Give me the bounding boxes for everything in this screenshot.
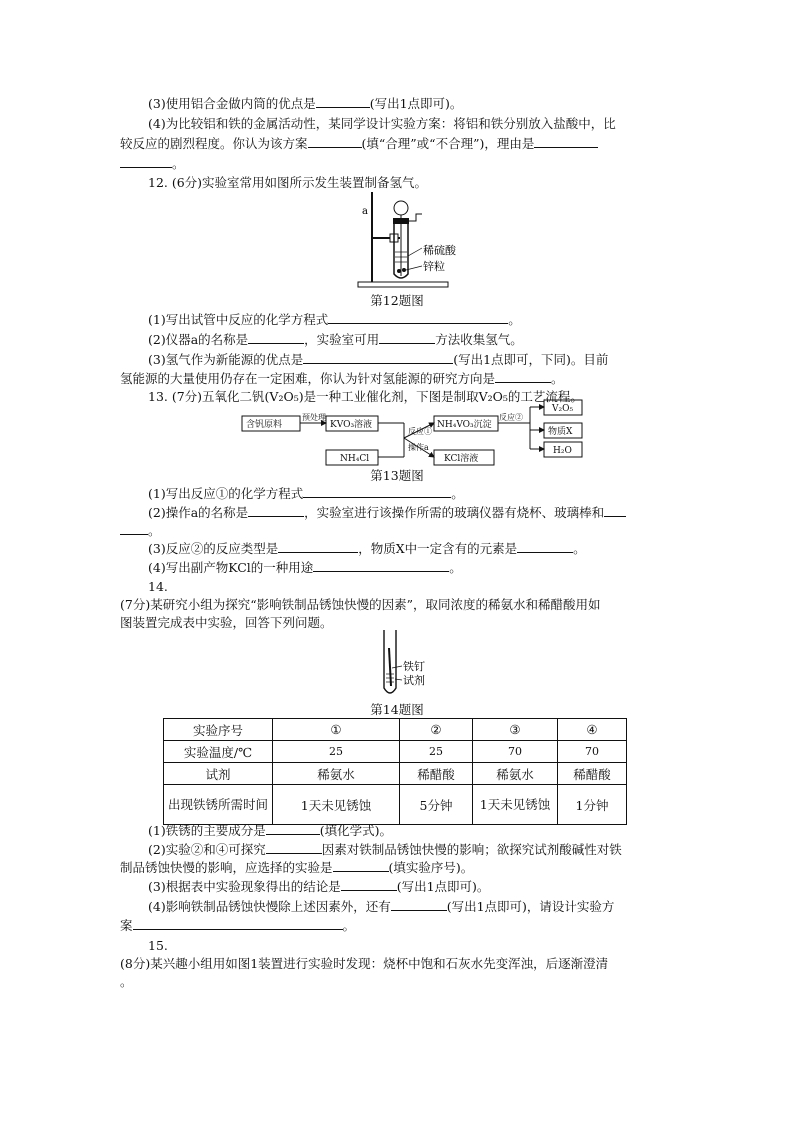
header-cell: ① bbox=[273, 719, 400, 741]
label-reagent: 试剂 bbox=[403, 674, 425, 687]
answer-blank[interactable] bbox=[303, 485, 451, 498]
q11-part4-line2: 较反应的剧烈程度。你认为该方案 (填“合理”或“不合理”)，理由是 bbox=[120, 135, 598, 153]
box-v2o5: V₂O₅ bbox=[552, 404, 574, 414]
table-cell: 70 bbox=[558, 741, 627, 763]
arrow-operation-a: 操作a bbox=[408, 443, 429, 452]
table-cell: 出现铁锈所需时间 bbox=[164, 785, 273, 825]
table-row bbox=[164, 785, 627, 825]
q14-part4: (4)影响铁制品锈蚀快慢除上述因素外，还有 (写出1点即可)，请设计实验方 bbox=[148, 899, 615, 914]
q14-part1: (1)铁锈的主要成分是 (填化学式)。 bbox=[148, 823, 392, 838]
table-cell: 试剂 bbox=[164, 763, 273, 785]
box-vanadium-raw: 含钒原料 bbox=[246, 420, 283, 430]
table-header-row bbox=[164, 719, 627, 741]
answer-blank[interactable] bbox=[391, 898, 447, 911]
box-nh4cl: NH₄Cl bbox=[340, 454, 370, 464]
q15-number: 15. bbox=[148, 938, 168, 953]
answer-blank[interactable] bbox=[120, 155, 172, 168]
header-cell: ② bbox=[400, 719, 473, 741]
q13-part4: (4)写出副产物KCl的一种用途 。 bbox=[148, 560, 462, 575]
box-substance-x: 物质X bbox=[548, 427, 573, 437]
answer-blank[interactable] bbox=[303, 351, 453, 364]
label-dilute-sulfuric-acid: 稀硫酸 bbox=[423, 244, 456, 257]
q11-part3: (3)使用铝合金做内筒的优点是 (写出1点即可)。 bbox=[148, 96, 463, 111]
q15-heading-tail: 。 bbox=[120, 974, 133, 989]
arrow-pretreatment: 预处理 bbox=[302, 413, 326, 422]
answer-blank[interactable] bbox=[313, 559, 449, 572]
q12-heading: 12. (6分)实验室常用如图所示发生装置制备氢气。 bbox=[148, 175, 428, 190]
answer-blank[interactable] bbox=[328, 311, 508, 324]
answer-blank[interactable] bbox=[120, 522, 148, 535]
table-row bbox=[164, 741, 627, 763]
hydrogen-generator-figure bbox=[350, 188, 470, 293]
answer-blank[interactable] bbox=[308, 135, 362, 148]
q13-heading: 13. (7分)五氧化二钒(V₂O₅)是一种工业催化剂，下图是制取V₂O₅的工艺流程。 bbox=[148, 389, 583, 404]
header-cell: ④ bbox=[558, 719, 627, 741]
box-h2o: H₂O bbox=[553, 446, 572, 456]
answer-blank[interactable] bbox=[133, 917, 343, 930]
label-a: a bbox=[362, 206, 368, 217]
q11-part4-line1: (4)为比较铝和铁的金属活动性，某同学设计实验方案：将铝和铁分别放入盐酸中，比 bbox=[148, 116, 616, 131]
q13-part2-line2: 。 bbox=[120, 522, 161, 540]
table-cell: 稀醋酸 bbox=[400, 763, 473, 785]
q12-part2: (2)仪器a的名称是 ，实验室可用 方法收集氢气。 bbox=[148, 332, 523, 347]
table-cell: 1天未见锈蚀 bbox=[273, 785, 400, 825]
label-zinc-granules: 锌粒 bbox=[423, 260, 445, 273]
arrow-reaction-2: 反应② bbox=[499, 413, 523, 422]
answer-blank[interactable] bbox=[333, 859, 389, 872]
q12-part3: (3)氢气作为新能源的优点是 (写出1点即可，下同)。目前 bbox=[148, 352, 609, 367]
q12-part1: (1)写出试管中反应的化学方程式 。 bbox=[148, 312, 521, 327]
box-nh4vo3: NH₄VO₃沉淀 bbox=[437, 420, 492, 430]
table-cell: 25 bbox=[273, 741, 400, 763]
answer-blank[interactable] bbox=[278, 540, 358, 553]
q14-part4-line2: 案 。 bbox=[120, 918, 356, 933]
answer-blank[interactable] bbox=[495, 370, 551, 383]
box-kvo3: KVO₃溶液 bbox=[330, 420, 373, 430]
q11-part4-line3: 。 bbox=[120, 155, 185, 173]
q15-heading: (8分)某兴趣小组用如图1装置进行实验时发现：烧杯中饱和石灰水先变浑浊，后逐渐澄清 bbox=[120, 956, 609, 971]
table-row bbox=[164, 763, 627, 785]
answer-blank[interactable] bbox=[248, 504, 304, 517]
figure12-caption: 第12题图 bbox=[370, 293, 424, 308]
q14-heading-line1: (7分)某研究小组为探究“影响铁制品锈蚀快慢的因素”，取同浓度的稀氨水和稀醋酸用如 bbox=[120, 597, 601, 612]
table-cell: 5分钟 bbox=[400, 785, 473, 825]
vanadium-process-flowchart bbox=[240, 398, 600, 466]
q14-number: 14. bbox=[148, 579, 168, 594]
arrow-reaction-1: 反应① bbox=[408, 427, 432, 436]
answer-blank[interactable] bbox=[517, 540, 573, 553]
table-cell: 稀醋酸 bbox=[558, 763, 627, 785]
q13-part3: (3)反应②的反应类型是 ，物质X中一定含有的元素是 。 bbox=[148, 541, 586, 556]
q12-part3-line2: 氢能源的大量使用仍存在一定困难，你认为针对氢能源的研究方向是 。 bbox=[120, 371, 564, 386]
figure14-caption: 第14题图 bbox=[370, 702, 424, 717]
answer-blank[interactable] bbox=[266, 841, 322, 854]
q14-part2: (2)实验②和④可探究 因素对铁制品锈蚀快慢的影响；欲探究试剂酸碱性对铁 bbox=[148, 842, 622, 857]
answer-blank[interactable] bbox=[341, 878, 397, 891]
box-kcl-solution: KCl溶液 bbox=[444, 454, 479, 464]
answer-blank[interactable] bbox=[604, 504, 626, 517]
experiment-table bbox=[163, 718, 627, 825]
q14-part2-line2: 制品锈蚀快慢的影响，应选择的实验是 (填实验序号)。 bbox=[120, 860, 474, 875]
test-tube-nail-figure bbox=[372, 628, 442, 700]
table-cell: 25 bbox=[400, 741, 473, 763]
header-cell: ③ bbox=[473, 719, 558, 741]
answer-blank[interactable] bbox=[316, 95, 370, 108]
answer-blank[interactable] bbox=[266, 822, 320, 835]
label-iron-nail: 铁钉 bbox=[403, 660, 425, 673]
table-cell: 实验温度/℃ bbox=[164, 741, 273, 763]
answer-blank[interactable] bbox=[248, 331, 304, 344]
answer-blank[interactable] bbox=[534, 135, 598, 148]
table-cell: 1分钟 bbox=[558, 785, 627, 825]
header-cell: 实验序号 bbox=[164, 719, 273, 741]
table-cell: 稀氨水 bbox=[473, 763, 558, 785]
q14-heading-line2: 图装置完成表中实验，回答下列问题。 bbox=[120, 615, 333, 630]
answer-blank[interactable] bbox=[379, 331, 435, 344]
table-cell: 1天未见锈蚀 bbox=[473, 785, 558, 825]
table-cell: 稀氨水 bbox=[273, 763, 400, 785]
q13-part2: (2)操作a的名称是 ，实验室进行该操作所需的玻璃仪器有烧杯、玻璃棒和 bbox=[148, 504, 626, 522]
q13-part1: (1)写出反应①的化学方程式 。 bbox=[148, 486, 464, 501]
figure13-caption: 第13题图 bbox=[370, 468, 424, 483]
q14-part3: (3)根据表中实验现象得出的结论是 (写出1点即可)。 bbox=[148, 879, 490, 894]
table-cell: 70 bbox=[473, 741, 558, 763]
